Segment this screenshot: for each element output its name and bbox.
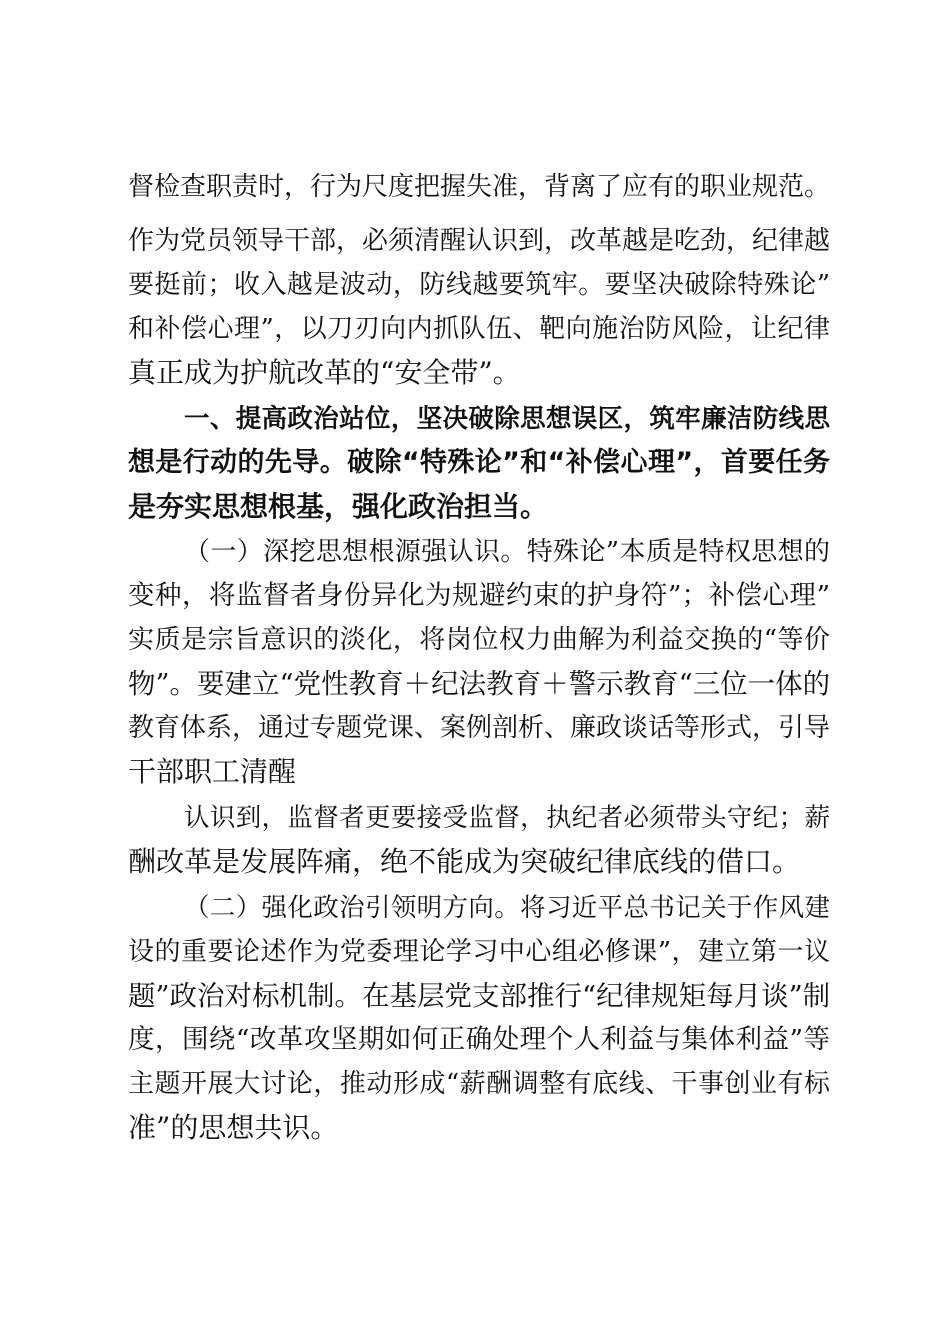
section-heading-line-2: 想是行动的先导。破除“特殊论”和“补偿心理”，首要任务 — [128, 447, 830, 478]
paragraph-3-line-3: 实质是宗旨意识的淡化，将岗位权力曲解为利益交换的“等价 — [128, 625, 830, 655]
paragraph-5-line-4: 度，围绕“改革攻坚期如何正确处理个人利益与集体利益”等 — [128, 1024, 830, 1055]
paragraph-3-line-1: （一）深挖思想根源强认识。特殊论”本质是特权思想的 — [184, 537, 830, 567]
section-heading-line-3: 是夯实思想根基，强化政治担当。 — [128, 490, 549, 523]
section-heading-line-1: 一、提高政治站位，坚决破除思想误区，筑牢廉洁防线思 — [184, 404, 830, 434]
paragraph-3-line-5: 教育体系，通过专题党课、案例剖析、廉政谈话等形式，引导 — [128, 713, 831, 743]
paragraph-3-line-4: 物”。要建立“党性教育＋纪法教育＋警示教育“三位一体的 — [128, 668, 831, 700]
paragraph-5-line-5: 主题开展大讨论，推动形成“薪酬调整有底线、干事创业有标 — [128, 1069, 830, 1099]
paragraph-3-line-2: 变种，将监督者身份异化为规避约束的护身符”；补偿心理” — [128, 580, 830, 611]
paragraph-4-line-2: 酬改革是发展阵痛，绝不能成为突破纪律底线的借口。 — [128, 845, 801, 878]
paragraph-1-line-5: 真正成为护航改革的“安全带”。 — [128, 356, 521, 389]
paragraph-4-line-1: 认识到，监督者更要接受监督，执纪者必须带头守纪；薪 — [184, 803, 830, 833]
paragraph-5-line-2: 设的重要论述作为党委理论学习中心组必修课”，建立第一议 — [128, 937, 830, 967]
paragraph-1-line-2: 作为党员领导干部，必须清醒认识到，改革越是吃劲，纪律越 — [128, 226, 831, 256]
paragraph-5-line-6: 准”的思想共识。 — [128, 1111, 339, 1144]
paragraph-1-line-4: 和补偿心理”，以刀刃向内抓队伍、靶向施治防风险，让纪律 — [128, 314, 830, 344]
paragraph-1-line-3: 要挺前；收入越是波动，防线越要筑牢。要坚决破除特殊论” — [128, 270, 830, 300]
paragraph-3-line-6: 干部职工清醒 — [128, 755, 297, 788]
paragraph-5-line-3: 题”政治对标机制。在基层党支部推行“纪律规矩每月谈”制 — [128, 980, 831, 1012]
paragraph-5-line-1: （二）强化政治引领明方向。将习近平总书记关于作风建 — [184, 893, 830, 923]
paragraph-1-line-1: 督检查职责时，行为尺度把握失准，背离了应有的职业规范。 — [128, 172, 831, 202]
